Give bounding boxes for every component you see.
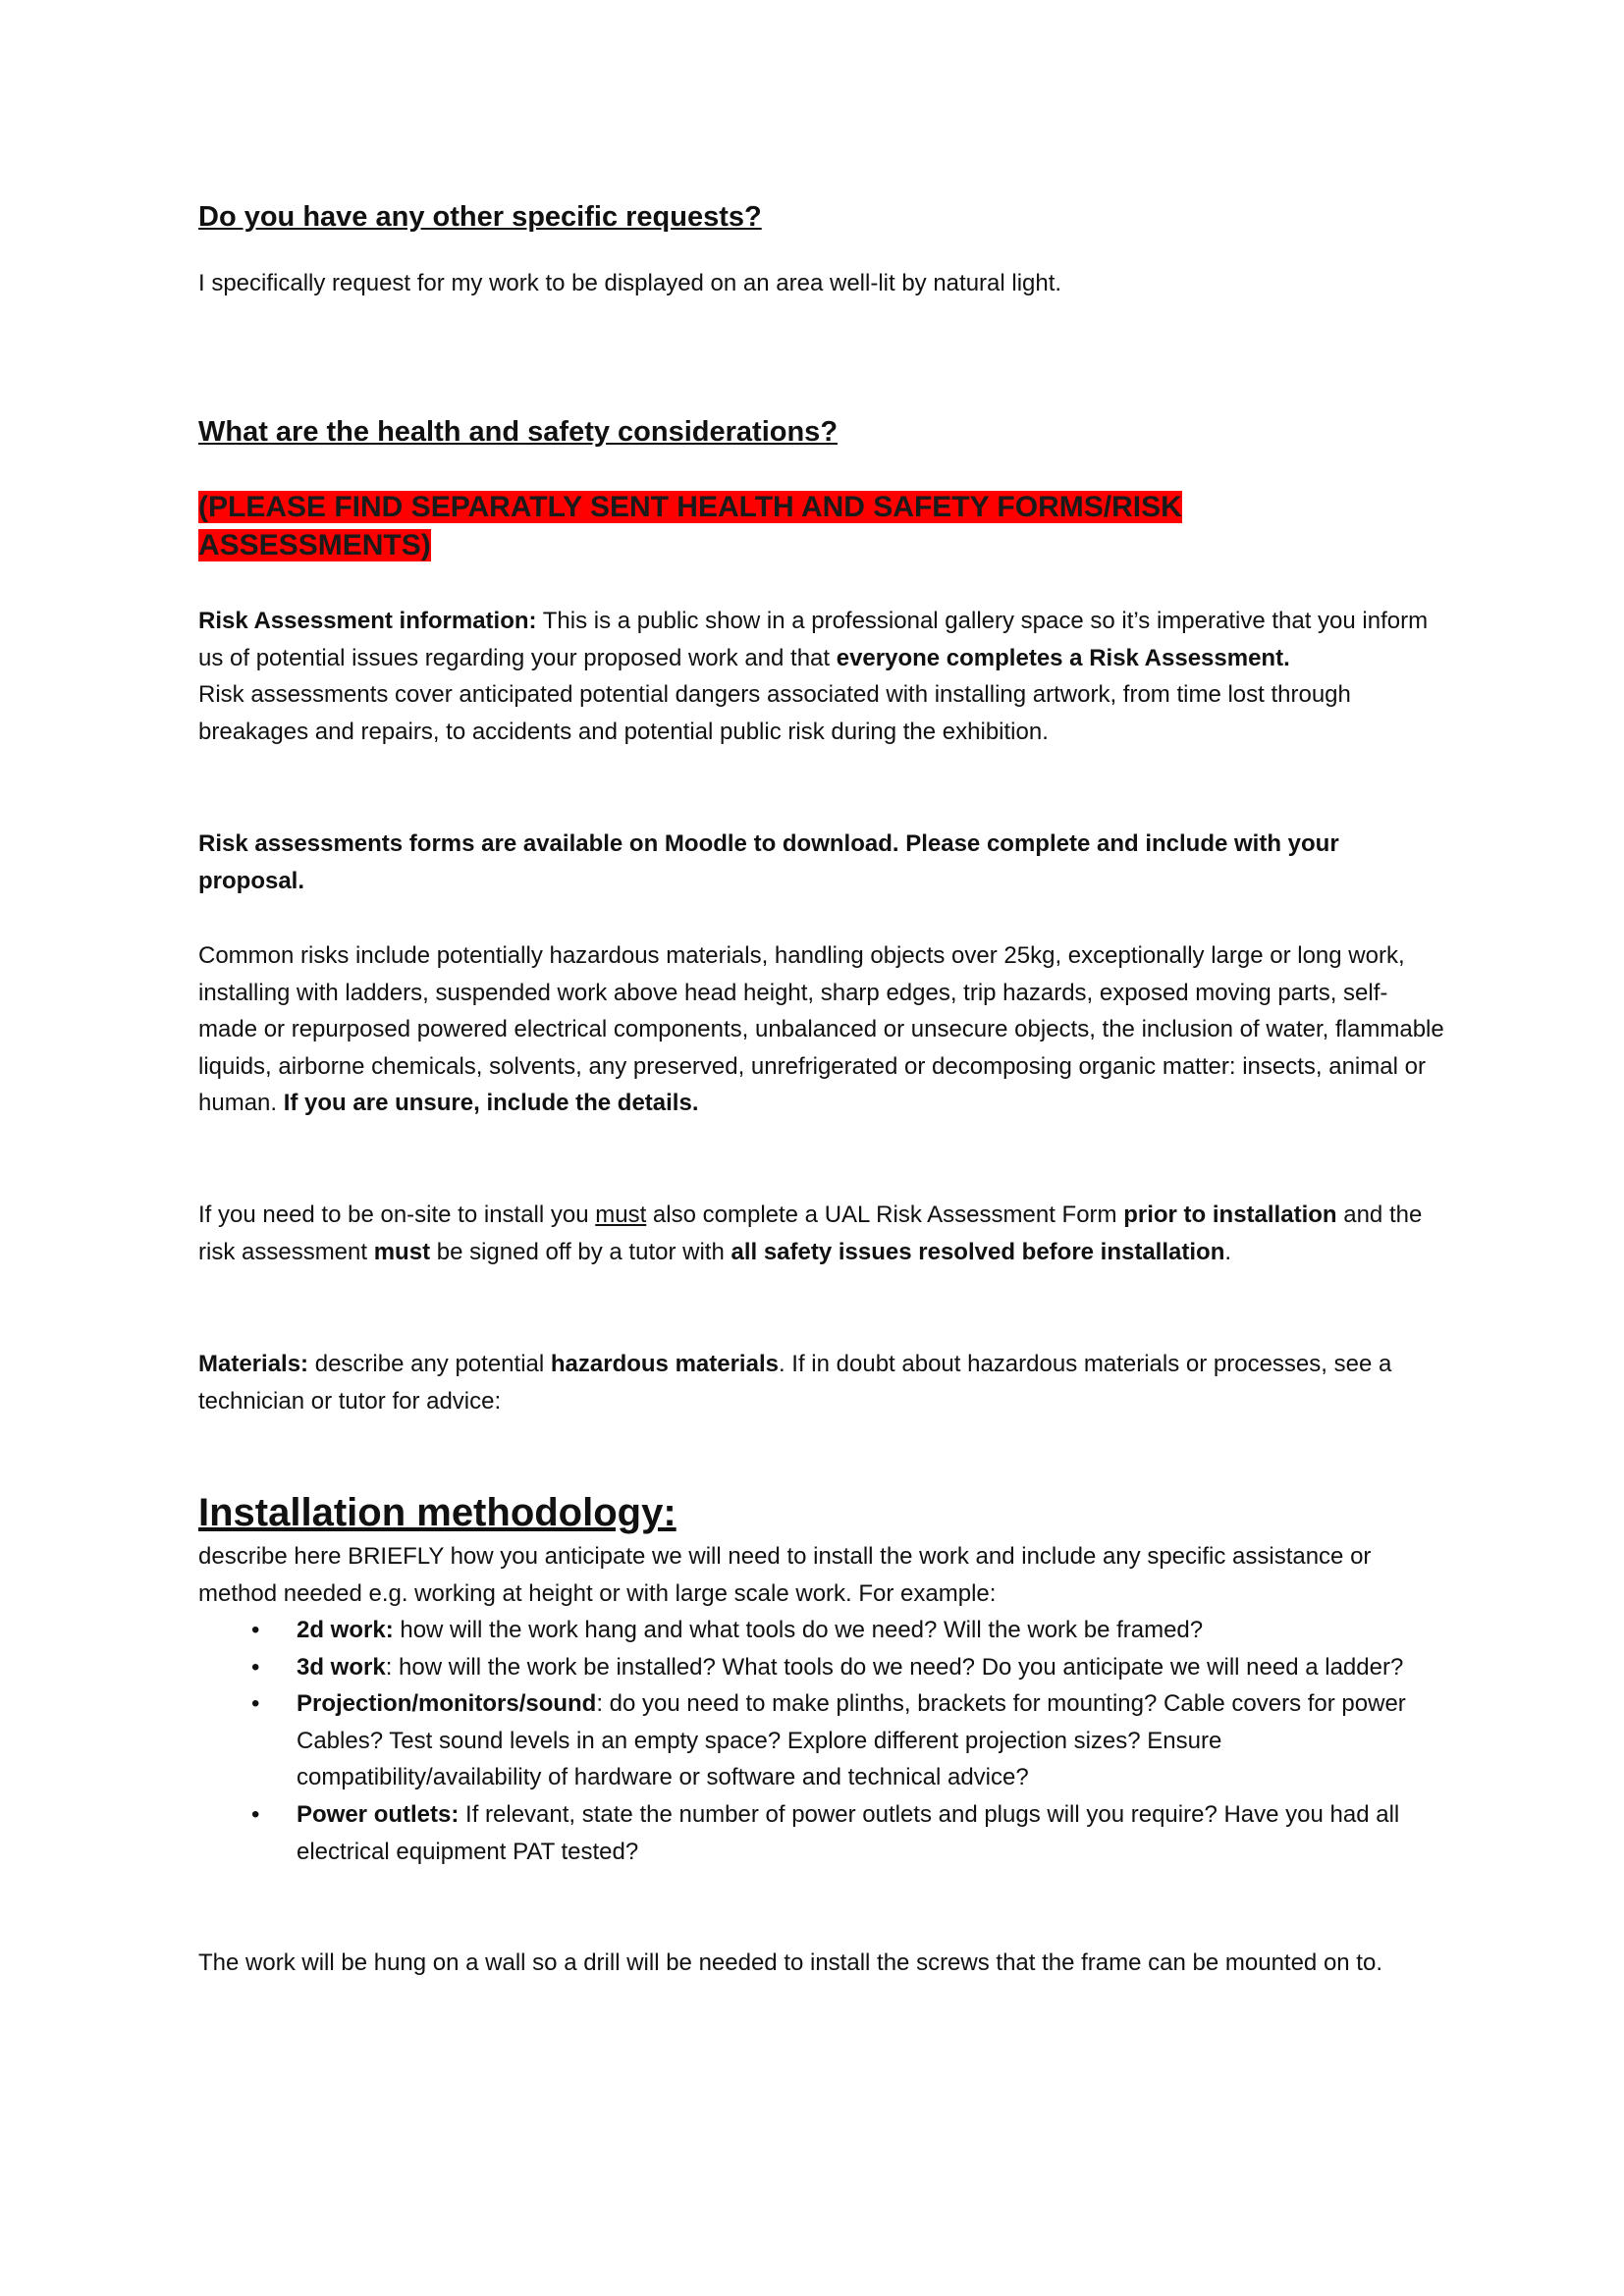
item-label: 2d work:	[297, 1617, 394, 1643]
risk-info-text2: Risk assessments cover anticipated potential dangers associated with installing artwork, from time lost through breakages and repairs, to accidents and potential public risk during the exhibition.	[198, 681, 1351, 745]
installation-intro: describe here BRIEFLY how you anticipate we will need to install the work and include any specific assistance or method needed e.g. working at height or with large scale work. For example:	[198, 1543, 1372, 1607]
materials-t1: describe any potential	[308, 1351, 551, 1377]
item-text: If relevant, state the number of power outlets and plugs will you require? Have you had all electrical equipment PAT tested?	[297, 1800, 1400, 1865]
common-risks-text: Common risks include potentially hazardous materials, handling objects over 25kg, exceptionally large or long work, installing with ladders, suspended work above head height, sharp edges, trip hazards, exposed moving parts, self-made or repurposed powered electrical components, unbalanced or unsecure objects, the inclusion of water, flammable liquids, airborne chemicals, solvents, any preserved, unrefrigerated or decomposing organic matter: insects, animal or human.	[198, 942, 1444, 1117]
onsite-t2: also complete a UAL Risk Assessment Form	[646, 1201, 1124, 1228]
risk-info-text: This is a public show in a professional gallery space so it’s imperative that you inform us of potential issues regarding your proposed work and that	[198, 608, 1429, 671]
risk-info-paragraph	[198, 603, 1445, 750]
materials-label: Materials:	[198, 1351, 309, 1377]
requests-heading: Do you have any other specific requests?	[198, 201, 762, 233]
onsite-t3: and the risk assessment	[198, 1201, 1423, 1265]
list-item	[198, 1685, 1445, 1796]
onsite-t1: If you need to be on-site to install you	[198, 1201, 596, 1228]
materials-paragraph	[198, 1346, 1445, 1419]
materials-bold: hazardous materials	[550, 1351, 779, 1377]
installation-heading: Installation methodology:	[198, 1491, 677, 1534]
onsite-t4: be signed off by a tutor with	[430, 1238, 731, 1265]
list-item	[198, 1612, 1445, 1649]
onsite-b1: prior to installation	[1123, 1201, 1337, 1228]
common-risks-paragraph	[198, 937, 1445, 1122]
item-text: how will the work hang and what tools do we need? Will the work be framed?	[393, 1617, 1204, 1643]
item-text: : do you need to make plinths, brackets for mounting? Cable covers for power Cables? Test sound levels in an empty space? Explore different projection sizes? Ensure compatibility/availability of hardware or software and technical advice?	[297, 1690, 1406, 1791]
item-text: : how will the work be installed? What tools do we need? Do you anticipate we will need a ladder?	[385, 1653, 1404, 1681]
onsite-t5: .	[1224, 1238, 1232, 1265]
bullet-icon: •	[251, 1617, 260, 1643]
notice-text: (PLEASE FIND SEPARATLY SENT HEALTH AND SAFETY FORMS/RISK ASSESSMENTS)	[198, 491, 1182, 561]
requests-answer: I specifically request for my work to be displayed on an area well-lit by natural light.	[198, 270, 1062, 296]
risk-info-label: Risk Assessment information:	[198, 608, 537, 634]
common-risks-bold: If you are unsure, include the details.	[283, 1090, 699, 1117]
onsite-paragraph	[198, 1197, 1445, 1270]
onsite-b2: must	[373, 1238, 431, 1265]
health-safety-heading: What are the health and safety considerations?	[198, 416, 839, 448]
item-label: Power outlets:	[297, 1800, 460, 1828]
risk-info-bold: everyone completes a Risk Assessment.	[836, 644, 1290, 671]
bullet-icon: •	[251, 1690, 260, 1718]
onsite-b3: all safety issues resolved before installation	[731, 1238, 1225, 1265]
health-safety-notice	[198, 488, 1357, 564]
installation-answer: The work will be hung on a wall so a drill will be needed to install the screws that the frame can be mounted on to.	[198, 1949, 1382, 1976]
materials-t2: . If in doubt about hazardous materials or processes, see a technician or tutor for advice:	[198, 1351, 1392, 1415]
item-label: 3d work	[297, 1653, 386, 1681]
forms-note: Risk assessments forms are available on Moodle to download. Please complete and include with your proposal.	[198, 830, 1339, 894]
bullet-icon: •	[251, 1653, 260, 1681]
item-label: Projection/monitors/sound	[297, 1690, 597, 1718]
list-item	[198, 1796, 1445, 1870]
list-item	[198, 1649, 1445, 1686]
installation-list	[198, 1612, 1445, 1870]
onsite-must: must	[595, 1201, 647, 1228]
bullet-icon: •	[251, 1800, 260, 1828]
